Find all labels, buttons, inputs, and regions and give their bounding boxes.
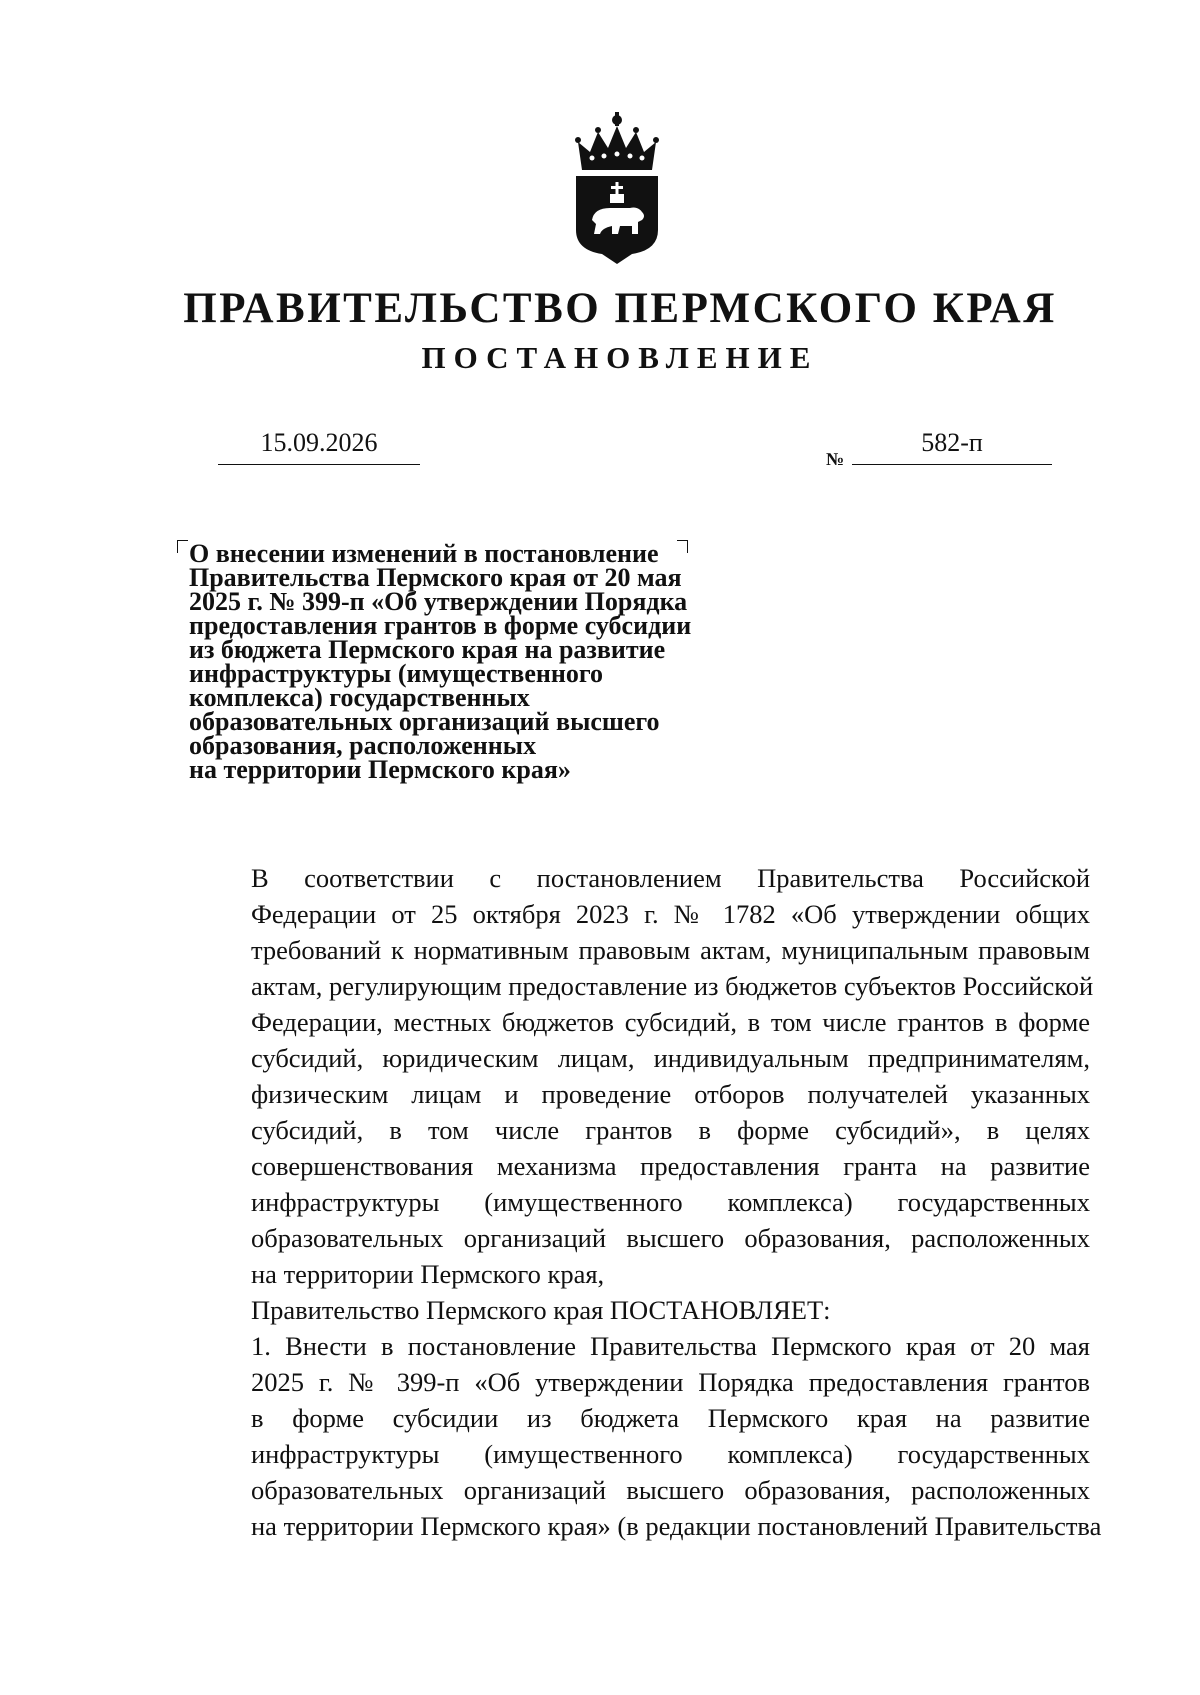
document-subject <box>189 539 709 784</box>
body-line: 2025 г. № 399-п «Об утверждении Порядка предоставления грантов <box>251 1367 1090 1397</box>
resolution-paragraph: Правительство Пермского края ПОСТАНОВЛЯЕТ: <box>251 1295 831 1325</box>
body-line: образовательных организаций высшего образования, расположенных <box>251 1475 1090 1505</box>
subject-line: 2025 г. № 399-п «Об утверждении Порядка <box>189 587 688 616</box>
document-type-title: ПОСТАНОВЛЕНИЕ <box>421 340 819 375</box>
body-line: В соответствии с постановлением Правительства Российской <box>251 863 1090 893</box>
body-line: на территории Пермского края» (в редакции постановлений Правительства <box>251 1511 1102 1541</box>
body-line: Федерации, местных бюджетов субсидий, в том числе грантов в форме <box>251 1007 1090 1037</box>
body-line: инфраструктуры (имущественного комплекса) государственных <box>251 1439 1090 1469</box>
subject-line: на территории Пермского края» <box>189 755 571 784</box>
document-body <box>179 860 1102 1544</box>
body-line: физическим лицам и проведение отборов получателей указанных <box>251 1079 1090 1109</box>
body-line: актам, регулирующим предоставление из бюджетов субъектов Российской <box>251 971 1094 1001</box>
body-line: совершенствования механизма предоставления гранта на развитие <box>251 1151 1090 1181</box>
subject-line: О внесении изменений в постановление <box>189 539 659 568</box>
subject-line: образования, расположенных <box>189 731 537 760</box>
subject-line: предоставления грантов в форме субсидии <box>189 611 692 640</box>
subject-bracket-left <box>177 540 188 553</box>
subject-line: комплекса) государственных <box>189 683 530 712</box>
body-line: образовательных организаций высшего образования, расположенных <box>251 1223 1090 1253</box>
document-date: 15.09.2026 <box>218 428 420 465</box>
preamble-paragraph <box>179 860 1094 1292</box>
perm-krai-coat-of-arms-emblem <box>572 112 662 264</box>
body-line: субсидий, в том числе грантов в форме субсидий», в целях <box>251 1115 1090 1145</box>
body-line: в форме субсидии из бюджета Пермского края на развитие <box>251 1403 1090 1433</box>
organization-title: ПРАВИТЕЛЬСТВО ПЕРМСКОГО КРАЯ <box>183 285 1057 332</box>
body-line: на территории Пермского края, <box>251 1259 605 1289</box>
subject-line: образовательных организаций высшего <box>189 707 660 736</box>
body-line: Федерации от 25 октября 2023 г. № 1782 «Об утверждении общих <box>251 899 1090 929</box>
body-line: субсидий, юридическим лицам, индивидуальным предпринимателям, <box>251 1043 1090 1073</box>
subject-line: из бюджета Пермского края на развитие <box>189 635 666 664</box>
body-line: 1. Внести в постановление Правительства Пермского края от 20 мая <box>251 1331 1090 1361</box>
body-line: требований к нормативным правовым актам, муниципальным правовым <box>251 935 1090 965</box>
clause-1-paragraph <box>179 1328 1102 1544</box>
subject-line: Правительства Пермского края от 20 мая <box>189 563 682 592</box>
number-sign: № <box>826 449 845 469</box>
subject-line: инфраструктуры (имущественного <box>189 659 603 688</box>
body-line: инфраструктуры (имущественного комплекса) государственных <box>251 1187 1090 1217</box>
document-number: 582-п <box>852 428 1052 465</box>
